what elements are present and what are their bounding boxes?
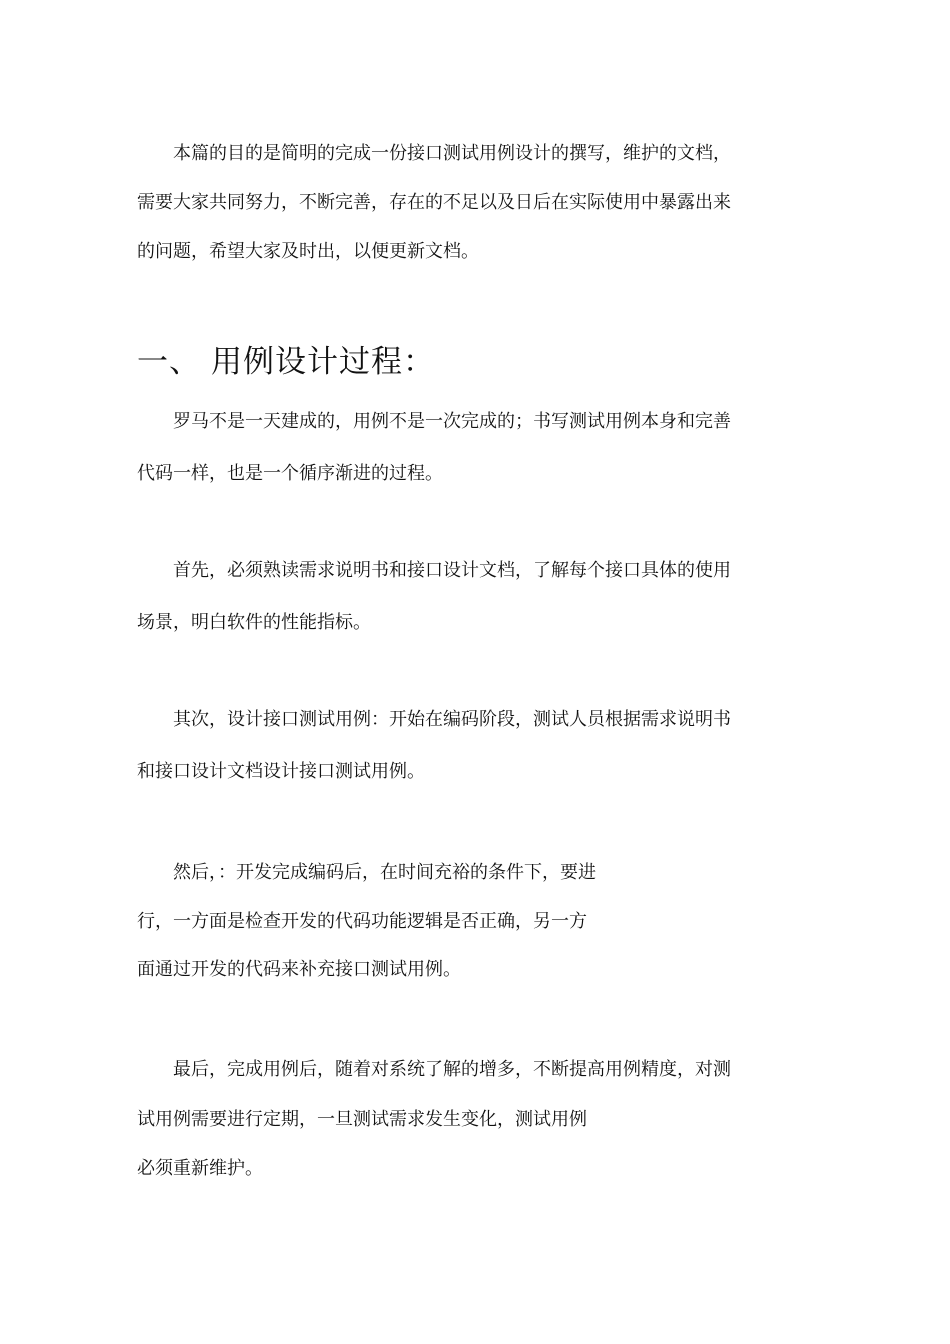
paragraph-2-line-1: 首先，必须熟读需求说明书和接口设计文档，了解每个接口具体的使用: [173, 560, 731, 581]
section-number: 一、: [137, 344, 201, 380]
paragraph-4-line-3: 面通过开发的代码来补充接口测试用例。: [137, 959, 461, 980]
intro-line-1: 本篇的目的是简明的完成一份接口测试用例设计的撰写，维护的文档，: [173, 143, 731, 164]
paragraph-1-line-2: 代码一样，也是一个循序渐进的过程。: [137, 463, 443, 484]
paragraph-1-line-1: 罗马不是一天建成的，用例不是一次完成的；书写测试用例本身和完善: [173, 411, 731, 432]
paragraph-5-line-3: 必须重新维护。: [137, 1158, 263, 1179]
paragraph-3-line-1: 其次，设计接口测试用例：开始在编码阶段，测试人员根据需求说明书: [173, 709, 731, 730]
intro-line-2: 需要大家共同努力，不断完善，存在的不足以及日后在实际使用中暴露出来: [137, 192, 731, 213]
paragraph-2-line-2: 场景，明白软件的性能指标。: [137, 612, 371, 633]
section-title: 用例设计过程：: [211, 344, 435, 380]
section-heading: [137, 340, 435, 384]
paragraph-5-line-1: 最后，完成用例后，随着对系统了解的增多，不断提高用例精度，对测: [173, 1059, 731, 1080]
intro-line-3: 的问题，希望大家及时出，以便更新文档。: [137, 241, 479, 262]
paragraph-3-line-2: 和接口设计文档设计接口测试用例。: [137, 761, 425, 782]
paragraph-5-line-2: 试用例需要进行定期，一旦测试需求发生变化，测试用例: [137, 1109, 587, 1130]
paragraph-4-line-2: 行，一方面是检查开发的代码功能逻辑是否正确，另一方: [137, 911, 587, 932]
paragraph-4-line-1: 然后，：开发完成编码后，在时间充裕的条件下，要进: [173, 862, 596, 883]
